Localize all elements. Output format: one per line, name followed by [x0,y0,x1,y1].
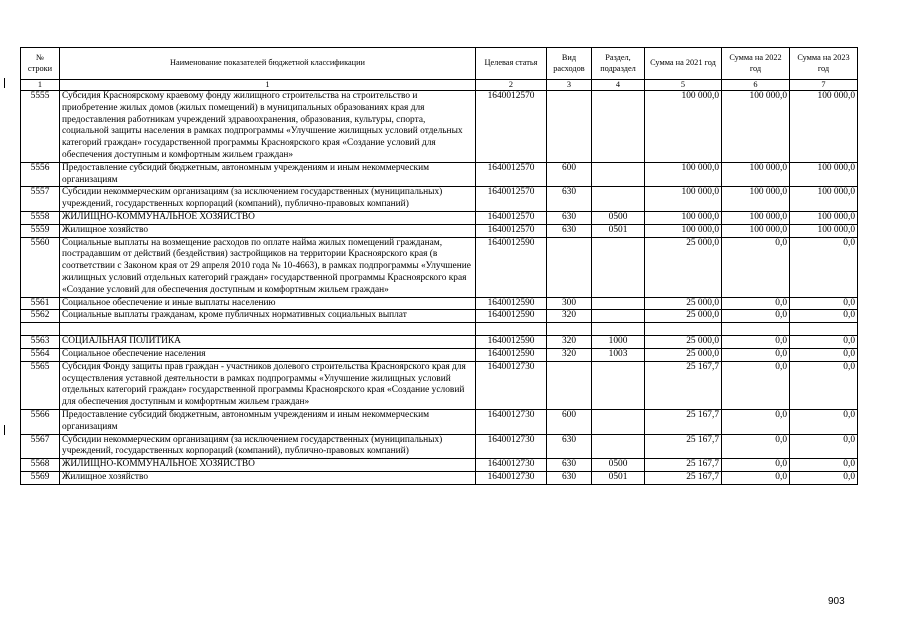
indicator-name-cell: Субсидии некоммерческим организациям (за исключением государственных (муниципальных) учреждений, государственных корпораций (компаний), публично-правовых компаний) [60,187,476,212]
table-row [21,224,858,237]
expense-type-cell: 630 [547,459,592,472]
column-number: 1 [21,80,60,91]
expense-type-cell: 600 [547,162,592,187]
indicator-name-cell: Субсидия Красноярскому краевому фонду жилищного строительства на строительство и приобретение жилых домов (жилых помещений) в муниципальных образованиях края для предоставления работникам учреждений здравоохранения, образования, культуры, спорта, социальной защиты населения в рамках подпрограммы «Улучшение жилищных условий отдельных категорий граждан» государственной программы Красноярского края «Создание условий для обеспечения доступным и комфортным жильем граждан» [60,91,476,163]
target-article-cell: 1640012730 [476,361,547,409]
margin-mark-bottom [4,425,5,435]
target-article-cell: 1640012730 [476,434,547,459]
table-row [21,409,858,434]
empty-cell [592,323,645,336]
sum-2023-cell: 0,0 [790,336,858,349]
empty-cell [547,323,592,336]
section-cell [592,361,645,409]
table-row [21,211,858,224]
sum-2021-cell: 25 000,0 [645,310,722,323]
expense-type-cell [547,237,592,297]
row-number-cell: 5555 [21,91,60,163]
header-sum-2021: Сумма на 2021 год [645,48,722,80]
sum-2022-cell: 100 000,0 [722,224,790,237]
expense-type-cell: 320 [547,310,592,323]
indicator-name-cell: Субсидии некоммерческим организациям (за исключением государственных (муниципальных) учреждений, государственных корпораций (компаний), публично-правовых компаний) [60,434,476,459]
empty-cell [645,323,722,336]
indicator-name-cell: Социальные выплаты гражданам, кроме публичных нормативных социальных выплат [60,310,476,323]
section-cell [592,434,645,459]
row-number-cell: 5564 [21,348,60,361]
sum-2022-cell: 0,0 [722,297,790,310]
sum-2023-cell: 100 000,0 [790,211,858,224]
sum-2022-cell: 0,0 [722,361,790,409]
sum-2022-cell: 0,0 [722,336,790,349]
sum-2021-cell: 25 000,0 [645,348,722,361]
sum-2023-cell: 0,0 [790,361,858,409]
section-cell: 0501 [592,471,645,484]
column-number: 6 [722,80,790,91]
sum-2022-cell: 100 000,0 [722,211,790,224]
section-cell [592,162,645,187]
header-target-article: Целевая статья [476,48,547,80]
indicator-name-cell: СОЦИАЛЬНАЯ ПОЛИТИКА [60,336,476,349]
expense-type-cell: 630 [547,434,592,459]
indicator-name-cell: Социальное обеспечение и иные выплаты населению [60,297,476,310]
sum-2023-cell: 0,0 [790,237,858,297]
header-section: Раздел, подраздел [592,48,645,80]
sum-2022-cell: 100 000,0 [722,162,790,187]
section-cell [592,310,645,323]
indicator-name-cell: Жилищное хозяйство [60,224,476,237]
section-cell [592,187,645,212]
row-number-cell: 5566 [21,409,60,434]
table-row [21,336,858,349]
sum-2022-cell: 0,0 [722,348,790,361]
table-row [21,310,858,323]
sum-2021-cell: 25 167,7 [645,409,722,434]
sum-2023-cell: 100 000,0 [790,224,858,237]
header-indicator-name: Наименование показателей бюджетной классификации [60,48,476,80]
sum-2023-cell: 0,0 [790,297,858,310]
sum-2022-cell: 0,0 [722,310,790,323]
table-row [21,459,858,472]
row-number-cell: 5557 [21,187,60,212]
section-cell: 1003 [592,348,645,361]
row-number-cell: 5563 [21,336,60,349]
sum-2022-cell: 0,0 [722,471,790,484]
target-article-cell: 1640012730 [476,471,547,484]
indicator-name-cell: Социальное обеспечение населения [60,348,476,361]
sum-2021-cell: 25 167,7 [645,459,722,472]
section-cell [592,237,645,297]
expense-type-cell: 630 [547,471,592,484]
target-article-cell: 1640012570 [476,224,547,237]
empty-cell [722,323,790,336]
sum-2022-cell: 100 000,0 [722,91,790,163]
target-article-cell: 1640012590 [476,297,547,310]
indicator-name-cell: ЖИЛИЩНО-КОММУНАЛЬНОЕ ХОЗЯЙСТВО [60,211,476,224]
sum-2021-cell: 25 000,0 [645,237,722,297]
sum-2021-cell: 100 000,0 [645,162,722,187]
table-row [21,434,858,459]
empty-cell [476,323,547,336]
expense-type-cell [547,91,592,163]
table-row [21,361,858,409]
sum-2021-cell: 100 000,0 [645,91,722,163]
indicator-name-cell: Предоставление субсидий бюджетным, автономным учреждениям и иным некоммерческим организациям [60,162,476,187]
sum-2023-cell: 0,0 [790,409,858,434]
section-cell: 1000 [592,336,645,349]
expense-type-cell: 630 [547,187,592,212]
expense-type-cell: 600 [547,409,592,434]
sum-2023-cell: 0,0 [790,348,858,361]
target-article-cell: 1640012590 [476,310,547,323]
header-row-number: № строки [21,48,60,80]
row-number-cell: 5561 [21,297,60,310]
row-number-cell: 5569 [21,471,60,484]
column-number: 5 [645,80,722,91]
row-number-cell: 5567 [21,434,60,459]
target-article-cell: 1640012570 [476,162,547,187]
column-number: 1 [60,80,476,91]
expense-type-cell: 320 [547,348,592,361]
indicator-name-cell: Субсидия Фонду защиты прав граждан - участников долевого строительства Красноярского края для осуществления уставной деятельности в рамках подпрограммы «Улучшение жилищных условий отдельных категорий граждан» государственной программы Красноярского края «Создание условий для обеспечения доступным и комфортным жильем граждан» [60,361,476,409]
empty-cell [60,323,476,336]
table-row [21,471,858,484]
table-row [21,297,858,310]
sum-2021-cell: 25 167,7 [645,361,722,409]
target-article-cell: 1640012570 [476,187,547,212]
target-article-cell: 1640012590 [476,336,547,349]
expense-type-cell [547,361,592,409]
row-number-cell: 5558 [21,211,60,224]
section-cell: 0500 [592,211,645,224]
sum-2023-cell: 0,0 [790,459,858,472]
row-number-cell: 5568 [21,459,60,472]
spacer-row [21,323,858,336]
sum-2023-cell: 100 000,0 [790,162,858,187]
table-row [21,91,858,163]
budget-table [20,47,858,485]
sum-2022-cell: 0,0 [722,434,790,459]
empty-cell [21,323,60,336]
sum-2021-cell: 25 167,7 [645,434,722,459]
sum-2021-cell: 100 000,0 [645,211,722,224]
target-article-cell: 1640012590 [476,348,547,361]
sum-2023-cell: 0,0 [790,471,858,484]
indicator-name-cell: Предоставление субсидий бюджетным, автономным учреждениям и иным некоммерческим организациям [60,409,476,434]
header-sum-2023: Сумма на 2023 год [790,48,858,80]
sum-2022-cell: 0,0 [722,409,790,434]
table-header [21,48,858,91]
row-number-cell: 5565 [21,361,60,409]
expense-type-cell: 300 [547,297,592,310]
header-number-row [21,80,858,91]
sum-2021-cell: 25 000,0 [645,297,722,310]
table-body [21,91,858,485]
target-article-cell: 1640012730 [476,409,547,434]
table-row [21,162,858,187]
sum-2021-cell: 100 000,0 [645,224,722,237]
section-cell: 0501 [592,224,645,237]
section-cell [592,409,645,434]
sum-2021-cell: 25 167,7 [645,471,722,484]
column-number: 7 [790,80,858,91]
header-sum-2022: Сумма на 2022 год [722,48,790,80]
column-number: 4 [592,80,645,91]
expense-type-cell: 630 [547,224,592,237]
sum-2021-cell: 25 000,0 [645,336,722,349]
indicator-name-cell: ЖИЛИЩНО-КОММУНАЛЬНОЕ ХОЗЯЙСТВО [60,459,476,472]
target-article-cell: 1640012570 [476,91,547,163]
margin-mark-top [4,78,5,88]
sum-2023-cell: 0,0 [790,310,858,323]
section-cell: 0500 [592,459,645,472]
sum-2023-cell: 0,0 [790,434,858,459]
target-article-cell: 1640012730 [476,459,547,472]
page-number: 903 [828,596,845,607]
sum-2022-cell: 100 000,0 [722,187,790,212]
row-number-cell: 5562 [21,310,60,323]
table-row [21,187,858,212]
table-row [21,237,858,297]
column-number: 3 [547,80,592,91]
sum-2023-cell: 100 000,0 [790,187,858,212]
column-number: 2 [476,80,547,91]
section-cell [592,297,645,310]
indicator-name-cell: Социальные выплаты на возмещение расходов по оплате найма жилых помещений гражданам, пострадавшим от действий (бездействия) застройщиков на территории Красноярского края (в соответствии с Законом края от 29 апреля 2010 года № 10-4663), в рамках подпрограммы «Улучшение жилищных условий отдельных категорий граждан» государственной программы Красноярского края «Создание условий для обеспечения доступным и комфортным жильем граждан» [60,237,476,297]
sum-2023-cell: 100 000,0 [790,91,858,163]
table-row [21,348,858,361]
header-expense-type: Вид расходов [547,48,592,80]
target-article-cell: 1640012570 [476,211,547,224]
row-number-cell: 5556 [21,162,60,187]
expense-type-cell: 320 [547,336,592,349]
expense-type-cell: 630 [547,211,592,224]
section-cell [592,91,645,163]
sum-2021-cell: 100 000,0 [645,187,722,212]
sum-2022-cell: 0,0 [722,237,790,297]
sum-2022-cell: 0,0 [722,459,790,472]
empty-cell [790,323,858,336]
row-number-cell: 5560 [21,237,60,297]
target-article-cell: 1640012590 [476,237,547,297]
row-number-cell: 5559 [21,224,60,237]
indicator-name-cell: Жилищное хозяйство [60,471,476,484]
